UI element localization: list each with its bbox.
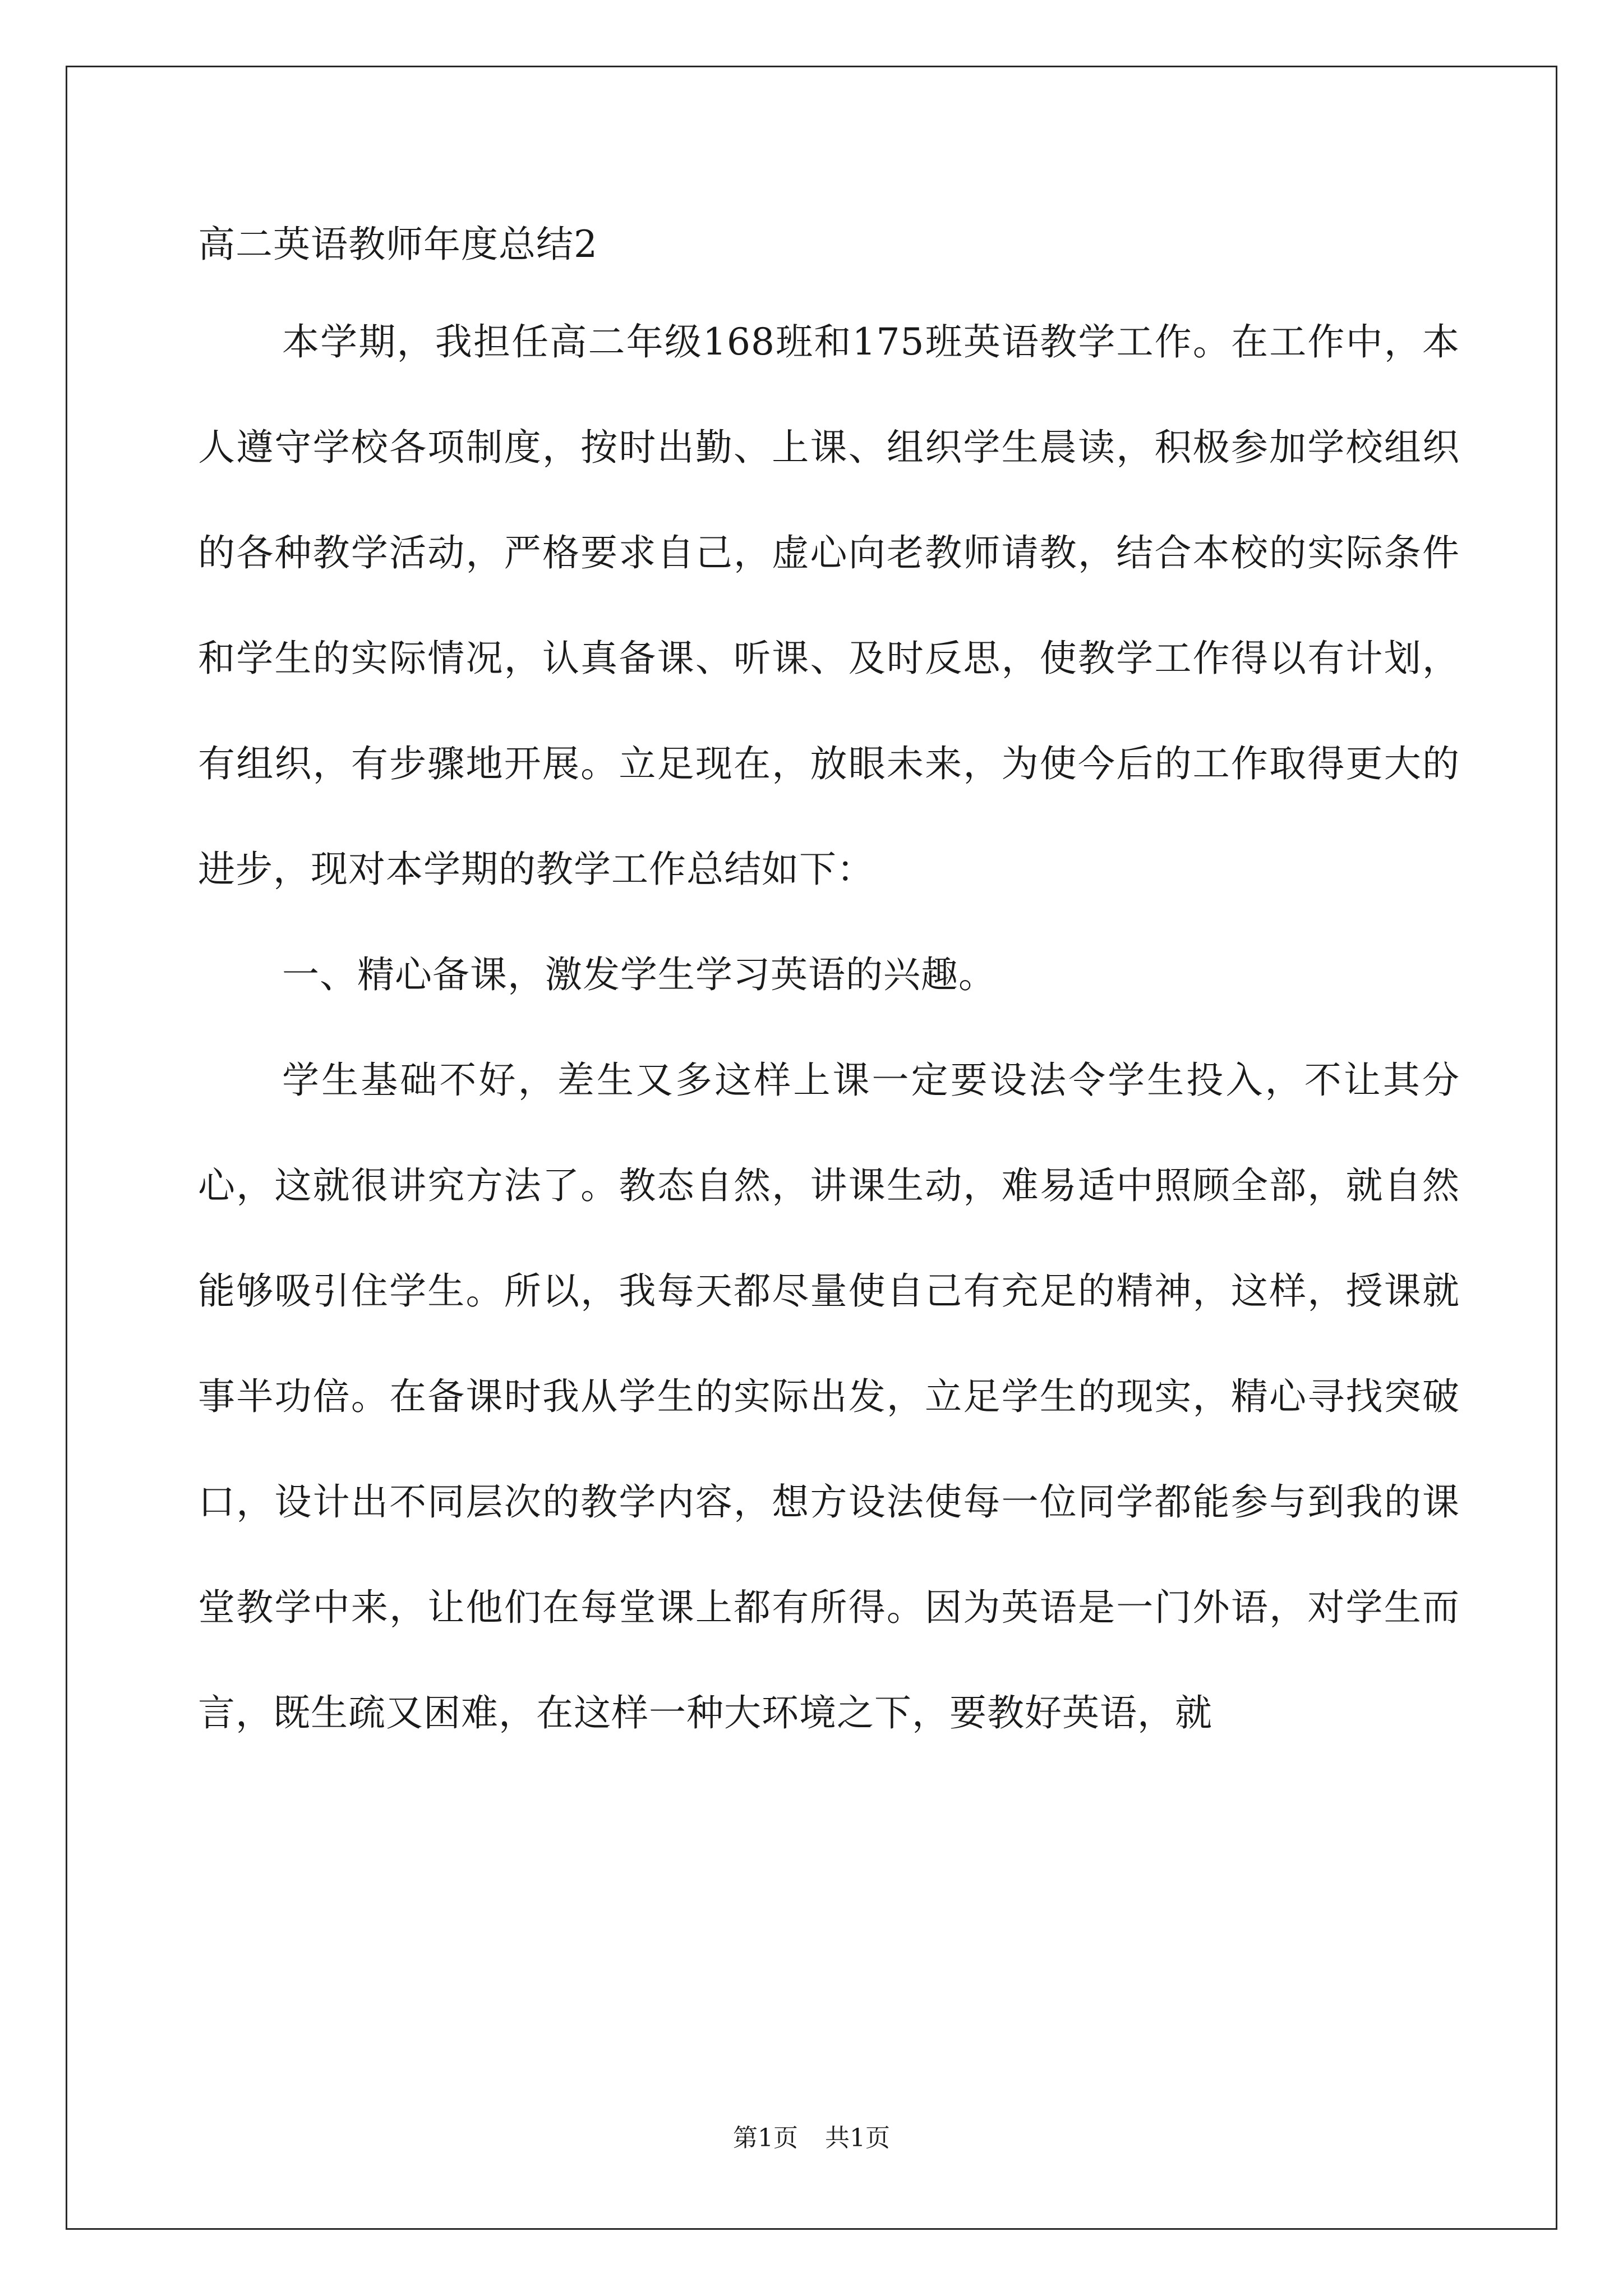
page-footer (0, 2122, 1623, 2155)
document-body (198, 213, 1460, 1766)
paragraph-body: 学生基础不好，差生又多这样上课一定要设法令学生投入，不让其分心，这就很讲究方法了。教态自然，讲课生动，难易适中照顾全部，就自然能够吸引住学生。所以，我每天都尽量使自己有充足的精神，这样，授课就事半功倍。在备课时我从学生的实际出发，立足学生的现实，精心寻找突破口，设计出不同层次的教学内容，想方设法使每一位同学都能参与到我的课堂教学中来，让他们在每堂课上都有所得。因为英语是一门外语，对学生而言，既生疏又困难，在这样一种大环境之下，要教好英语，就 (198, 1059, 1460, 1734)
section-heading-1: 一、精心备课，激发学生学习英语的兴趣。 (282, 953, 996, 996)
page-number-current: 第1页 (733, 2124, 798, 2152)
document-title: 高二英语教师年度总结2 (198, 223, 598, 266)
page-number-total: 共1页 (825, 2124, 890, 2152)
paragraph-intro: 本学期，我担任高二年级168班和175班英语教学工作。在工作中，本人遵守学校各项制度，按时出勤、上课、组织学生晨读，积极参加学校组织的各种教学活动，严格要求自己，虚心向老教师请教，结合本校的实际条件和学生的实际情况，认真备课、听课、及时反思，使教学工作得以有计划，有组织，有步骤地开展。立足现在，放眼未来，为使今后的工作取得更大的进步，现对本学期的教学工作总结如下： (198, 320, 1460, 891)
